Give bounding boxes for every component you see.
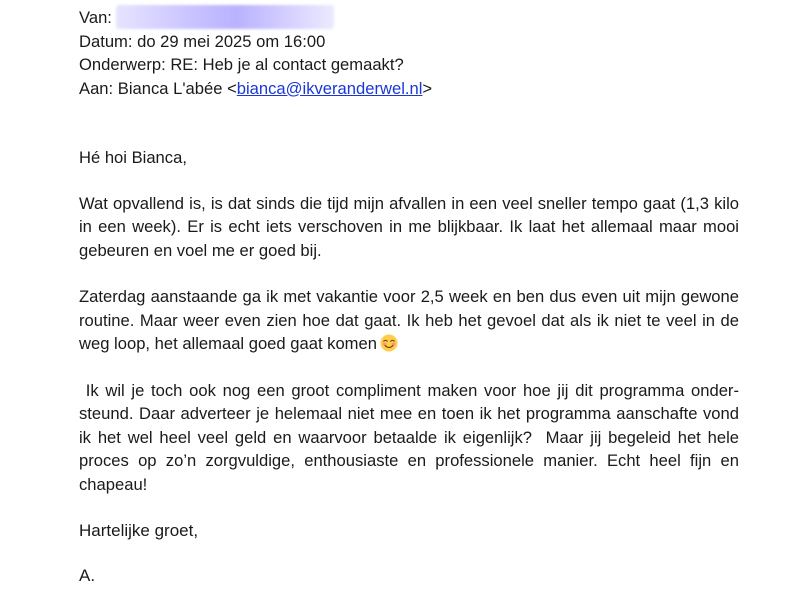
subject-value: RE: Heb je al contact gemaakt? xyxy=(170,55,404,74)
signature: A. xyxy=(79,565,96,585)
paragraph-1: Wat opvallend is, is dat sinds die tijd mijn afvallen in een veel sneller tempo gaat (1,3 kilo in een week). Er is echt iets verschoven in me blijkbaar. Ik laat het allemaal maar mooi gebeuren en voel me er goed bij. xyxy=(79,193,739,260)
date-value: do 29 mei 2025 om 16:00 xyxy=(137,31,326,51)
to-line xyxy=(79,77,739,101)
to-bracket-open: < xyxy=(227,78,237,98)
date-label: Datum: xyxy=(79,31,133,51)
to-bracket-close: > xyxy=(422,78,433,98)
to-label: Aan: xyxy=(79,78,114,98)
email-body xyxy=(79,146,744,587)
from-line xyxy=(79,6,739,30)
paragraph-2-text: Zaterdag aanstaande ga ik met vakantie voor 2,5 week en ben dus even uit mijn gewone routine. Maar weer even zien hoe dat gaat. Ik heb het gevoel dat als ik niet te veel in de weg loop, het allemaal goed gaat komen xyxy=(79,287,739,353)
paragraph-3: Ik wil je toch ook nog een groot compliment maken voor hoe jij dit programma onder-steund. Daar adverteer je helemaal niet mee en toen ik het programma aanschafte vond ik het wel heel veel geld en waarvoor betaalde ik eigenlijk? Maar jij begeleid het hele proces op zo’n zorgvuldige, enthousiaste en professionele manier. Echt heel fijn en chapeau! xyxy=(79,380,744,494)
subject-line xyxy=(79,53,739,77)
paragraph-2 xyxy=(79,285,739,356)
signoff: Hartelijke groet, xyxy=(79,521,199,540)
from-label: Van: xyxy=(79,8,112,27)
redacted-sender xyxy=(116,5,334,29)
smiling-face-icon xyxy=(380,334,398,352)
to-name: Bianca L'abée xyxy=(117,78,223,98)
greeting: Hé hoi Bianca, xyxy=(79,148,187,167)
date-line xyxy=(79,30,739,54)
to-email-link[interactable]: bianca@ikveranderwel.nl xyxy=(236,78,423,98)
subject-label: Onderwerp: xyxy=(79,55,166,74)
email-view xyxy=(79,6,744,587)
email-header xyxy=(79,6,739,100)
